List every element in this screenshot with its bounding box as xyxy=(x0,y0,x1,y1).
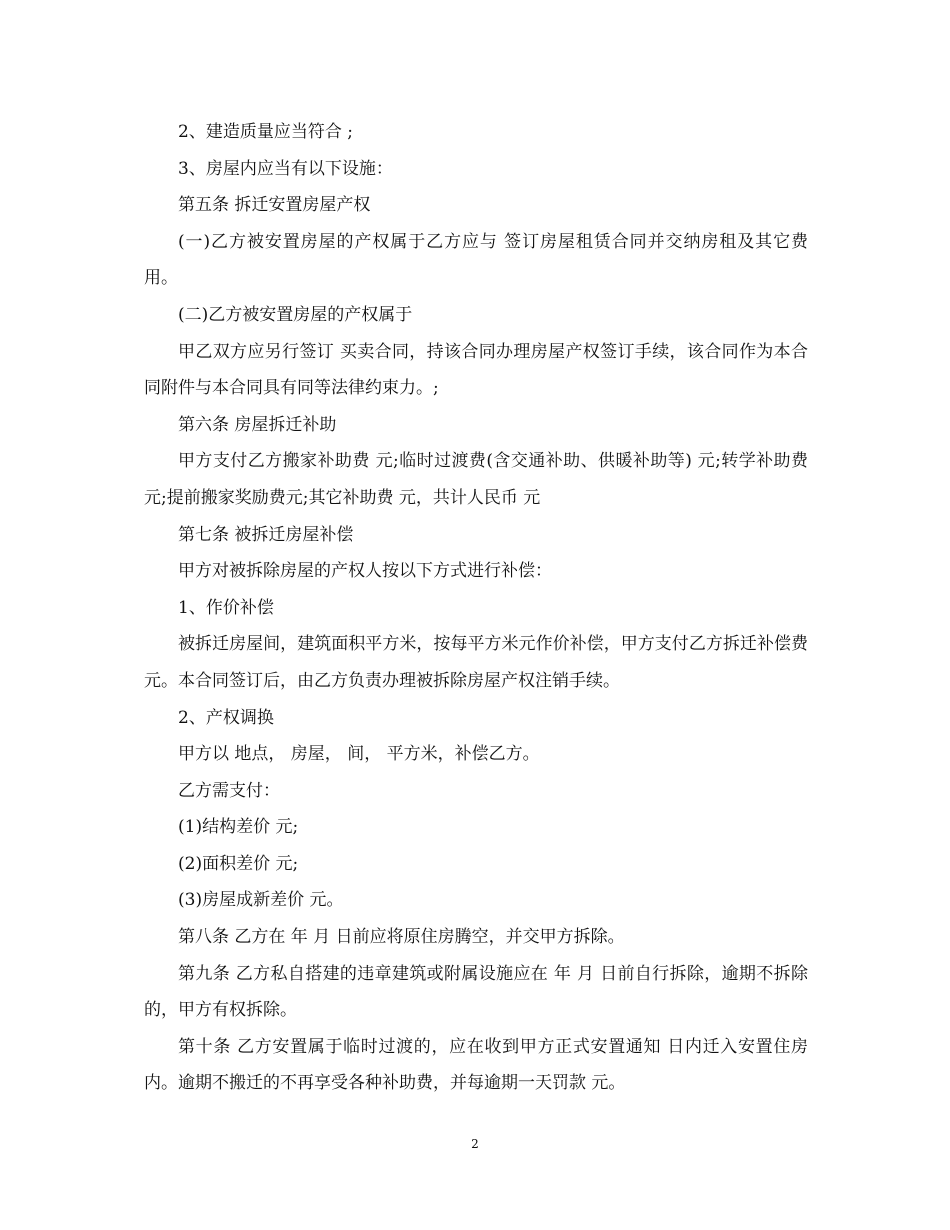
paragraph: 被拆迁房屋间，建筑面积平方米，按每平方米元作价补偿，甲方支付乙方拆迁补偿费元。本合同签订后，由乙方负责办理被拆除房屋产权注销手续。 xyxy=(144,634,808,691)
paragraph: 1、作价补偿 xyxy=(178,597,274,618)
paragraph: (二)乙方被安置房屋的产权属于 xyxy=(178,304,413,325)
paragraph: 甲方以 地点， 房屋， 间， 平方米，补偿乙方。 xyxy=(178,744,540,765)
paragraph: 2、产权调换 xyxy=(178,707,274,728)
paragraph: 乙方需支付： xyxy=(178,780,280,801)
document-body xyxy=(144,114,808,1102)
paragraph: (2)面积差价 元; xyxy=(178,853,299,874)
paragraph: 甲乙双方应另行签订 买卖合同，持该合同办理房屋产权签订手续，该合同作为本合同附件与本合同具有同等法律约束力。; xyxy=(144,341,808,399)
section-heading: 第七条 被拆迁房屋补偿 xyxy=(178,524,354,545)
section-heading: 第十条 乙方安置属于临时过渡的，应在收到甲方正式安置通知 日内迁入安置住房内。逾期不搬迁的不再享受各种补助费，并每逾期一天罚款 元。 xyxy=(144,1036,808,1094)
paragraph: 3、房屋内应当有以下设施： xyxy=(178,158,393,179)
paragraph: 2、建造质量应当符合 ; xyxy=(178,122,353,142)
page-number: 2 xyxy=(471,1137,479,1151)
paragraph: (1)结构差价 元; xyxy=(178,817,299,838)
section-heading: 第九条 乙方私自搭建的违章建筑或附属设施应在 年 月 日前自行拆除，逾期不拆除的，甲方有权拆除。 xyxy=(144,963,808,1021)
paragraph: 甲方支付乙方搬家补助费 元;临时过渡费(含交通补助、供暖补助等) 元;转学补助费 元;提前搬家奖励费元;其它补助费 元，共计人民币 元 xyxy=(144,451,808,508)
paragraph: (3)房屋成新差价 元。 xyxy=(178,890,344,911)
paragraph: 甲方对被拆除房屋的产权人按以下方式进行补偿： xyxy=(178,561,552,582)
paragraph: (一)乙方被安置房屋的产权属于乙方应与 签订房屋租赁合同并交纳房租及其它费用。 xyxy=(144,231,808,289)
section-heading: 第八条 乙方在 年 月 日前应将原住房腾空，并交甲方拆除。 xyxy=(178,927,625,948)
section-heading: 第六条 房屋拆迁补助 xyxy=(178,414,337,435)
section-heading: 第五条 拆迁安置房屋产权 xyxy=(178,195,371,216)
